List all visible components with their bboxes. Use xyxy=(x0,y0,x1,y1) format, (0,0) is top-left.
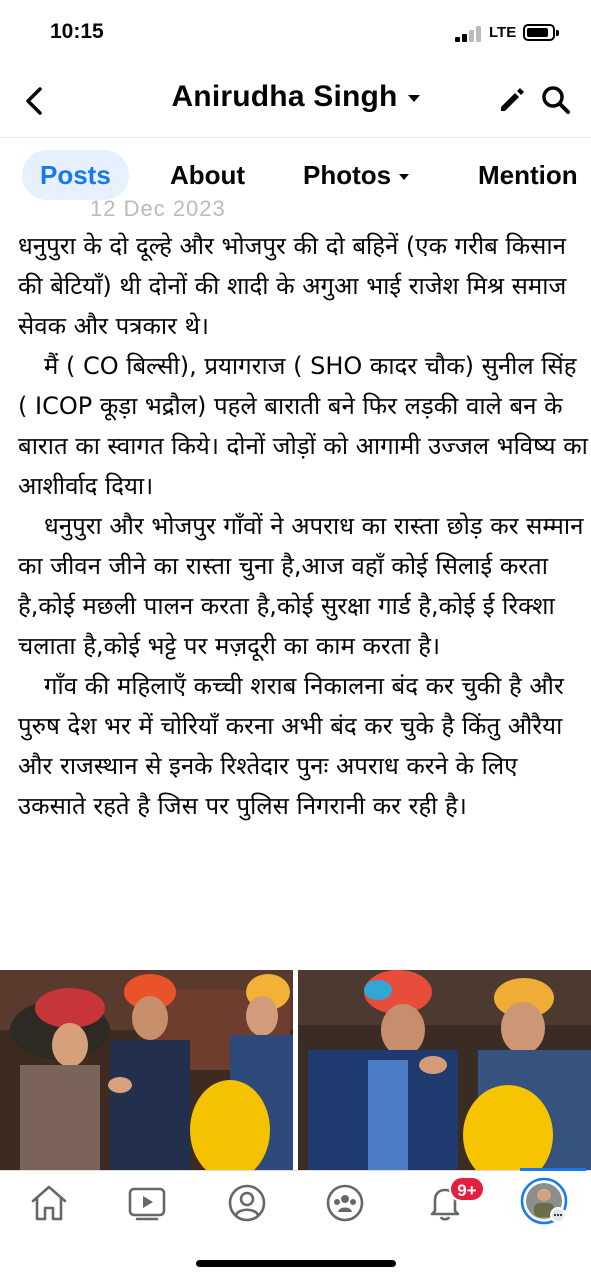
home-icon[interactable] xyxy=(27,1181,71,1225)
chevron-down-icon xyxy=(399,174,409,180)
post-paragraph: धनुपुरा और भोजपुर गाँवों ने अपराध का रास्ता छोड़ कर सम्मान का जीवन जीने का रास्ता चुना है,आज वहाँ कोई सिलाई करता है,कोई मछली पालन करता है,कोई सुरक्षा गार्ड है,कोई ई रिक्शा चलाता है,कोई भट्टे पर मज़दूरी का काम करता है। xyxy=(18,512,584,660)
post-photos xyxy=(0,970,591,1170)
profile-name: Anirudha Singh xyxy=(171,80,398,113)
post-paragraph: गाँव की महिलाएँ कच्ची शराब निकालना बंद कर चुकी है और पुरुष देश भर में चोरियाँ करना अभी बंद कर चुके है किंतु औरैया और राजस्थान से इनके रिश्तेदार पुनः अपराध करने के लिए उकसाते रहते है जिस पर पुलिस निगरानी कर रही है। xyxy=(18,672,564,820)
post-photo-1[interactable] xyxy=(0,970,293,1170)
status-time: 10:15 xyxy=(50,20,104,43)
chevron-down-icon xyxy=(408,95,420,102)
profile-header xyxy=(0,64,591,138)
profile-tabs xyxy=(0,140,591,210)
active-tab-indicator xyxy=(520,1168,586,1171)
avatar-icon xyxy=(520,1177,568,1225)
post-date: 12 Dec 2023 xyxy=(90,196,226,218)
tab-photos-label: Photos xyxy=(303,160,392,190)
network-label: LTE xyxy=(489,24,517,41)
search-icon[interactable] xyxy=(540,84,572,116)
tab-posts[interactable] xyxy=(22,150,129,200)
notification-badge: 9+ xyxy=(449,1176,485,1202)
status-bar xyxy=(0,0,591,64)
profile-icon[interactable] xyxy=(225,1181,269,1225)
tab-about-label: About xyxy=(170,160,246,190)
tab-mentions-label: Mention xyxy=(478,160,578,190)
video-icon[interactable] xyxy=(125,1181,169,1225)
post-paragraph: मैं ( CO बिल्सी), प्रयागराज ( SHO कादर चौक) सुनील सिंह ( ICOP कूड़ा भद्रौल) पहले बाराती बने फिर लड़की वाले बन के बारात का स्वागत किये। दोनों जोड़ों को आगामी उज्जल भविष्य का आशीर्वाद दिया। xyxy=(18,352,588,500)
menu-avatar[interactable] xyxy=(520,1177,568,1225)
post-photo-2[interactable] xyxy=(298,970,591,1170)
post-body xyxy=(18,226,588,826)
wedding-photo-image xyxy=(298,970,591,1170)
bottom-nav xyxy=(0,1170,591,1234)
home-indicator xyxy=(196,1260,396,1267)
tab-mentions[interactable] xyxy=(478,150,578,200)
wedding-photo-image xyxy=(0,970,293,1170)
tab-about[interactable] xyxy=(170,150,245,200)
edit-pencil-icon[interactable] xyxy=(496,84,528,116)
groups-icon[interactable] xyxy=(323,1181,367,1225)
tab-posts-label: Posts xyxy=(40,160,111,190)
battery-icon xyxy=(523,24,555,41)
signal-icon xyxy=(455,26,483,42)
post-paragraph: धनुपुरा के दो दूल्हे और भोजपुर की दो बहिनें (एक गरीब किसान की बेटियाँ) थी दोनों की शादी के अगुआ भाई राजेश मिश्र समाज सेवक और पत्रकार थे। xyxy=(18,232,567,340)
tab-photos[interactable] xyxy=(303,150,409,200)
